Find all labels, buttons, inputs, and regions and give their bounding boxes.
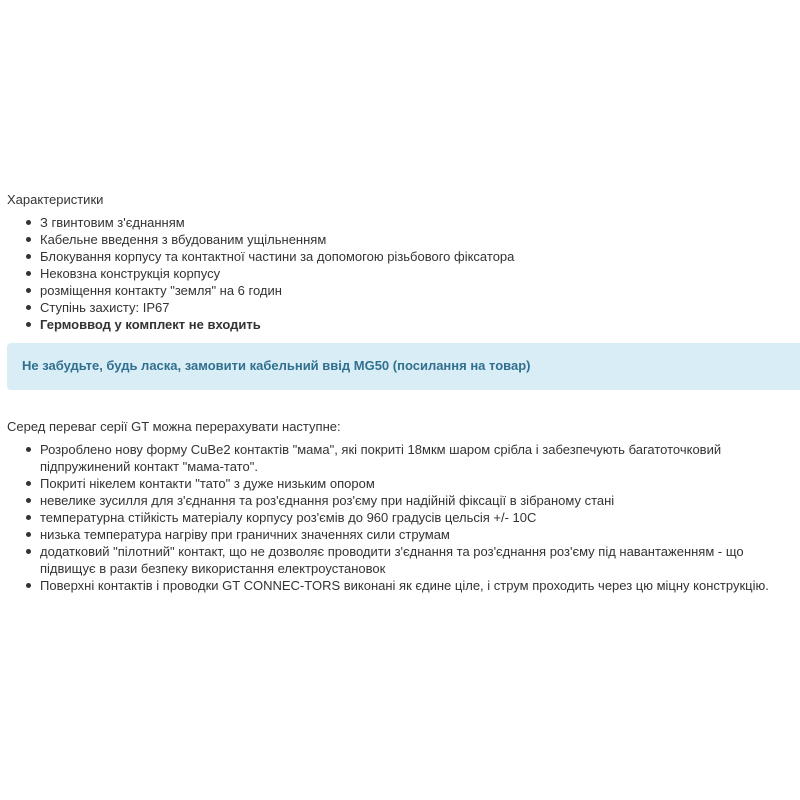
list-item: Кабельне введення з вбудованим ущільненням [0, 231, 790, 248]
list-item: розміщення контакту "земля" на 6 годин [0, 282, 790, 299]
list-item: низька температура нагріву при граничних значеннях сили струмам [0, 526, 790, 543]
list-item-bold-note: Гермоввод у комплект не входить [0, 316, 790, 333]
list-item: Розроблено нову форму CuBe2 контактів "мама", які покриті 18мкм шаром срібла і забезпечують багатоточковий підпружинений контакт "мама-тато". [0, 441, 790, 475]
list-item: Нековзна конструкція корпусу [0, 265, 790, 282]
list-item: додатковий "пілотний" контакт, що не дозволяє проводити з'єднання та роз'єднання роз'єму під навантаженням - що підвищує в рази безпеку використання електроустановок [0, 543, 790, 577]
list-item: Поверхні контактів і проводки GT CONNEC-TORS виконані як єдине ціле, і струм проходить через цю міцну конструкцію. [0, 577, 790, 594]
specs-title: Характеристики [7, 192, 104, 207]
product-link[interactable]: (посилання на товар) [392, 358, 531, 373]
list-item: З гвинтовим з'єднанням [0, 214, 790, 231]
list-item: Ступінь захисту: IP67 [0, 299, 790, 316]
list-item: Блокування корпусу та контактної частини за допомогою різьбового фіксатора [0, 248, 790, 265]
list-item: Покриті нікелем контакти "тато" з дуже низьким опором [0, 475, 790, 492]
advantages-title: Серед переваг серії GT можна перерахувати наступне: [7, 419, 341, 434]
specs-list [0, 214, 790, 333]
info-alert-text [22, 358, 530, 373]
info-alert-message: Не забудьте, будь ласка, замовити кабельний ввід MG50 [22, 358, 393, 373]
advantages-list [0, 441, 790, 594]
list-item: невелике зусилля для з'єднання та роз'єднання роз'єму при надійній фіксації в зібраному стані [0, 492, 790, 509]
list-item: температурна стійкість матеріалу корпусу роз'ємів до 960 градусів цельсія +/- 10С [0, 509, 790, 526]
info-alert [7, 343, 800, 390]
